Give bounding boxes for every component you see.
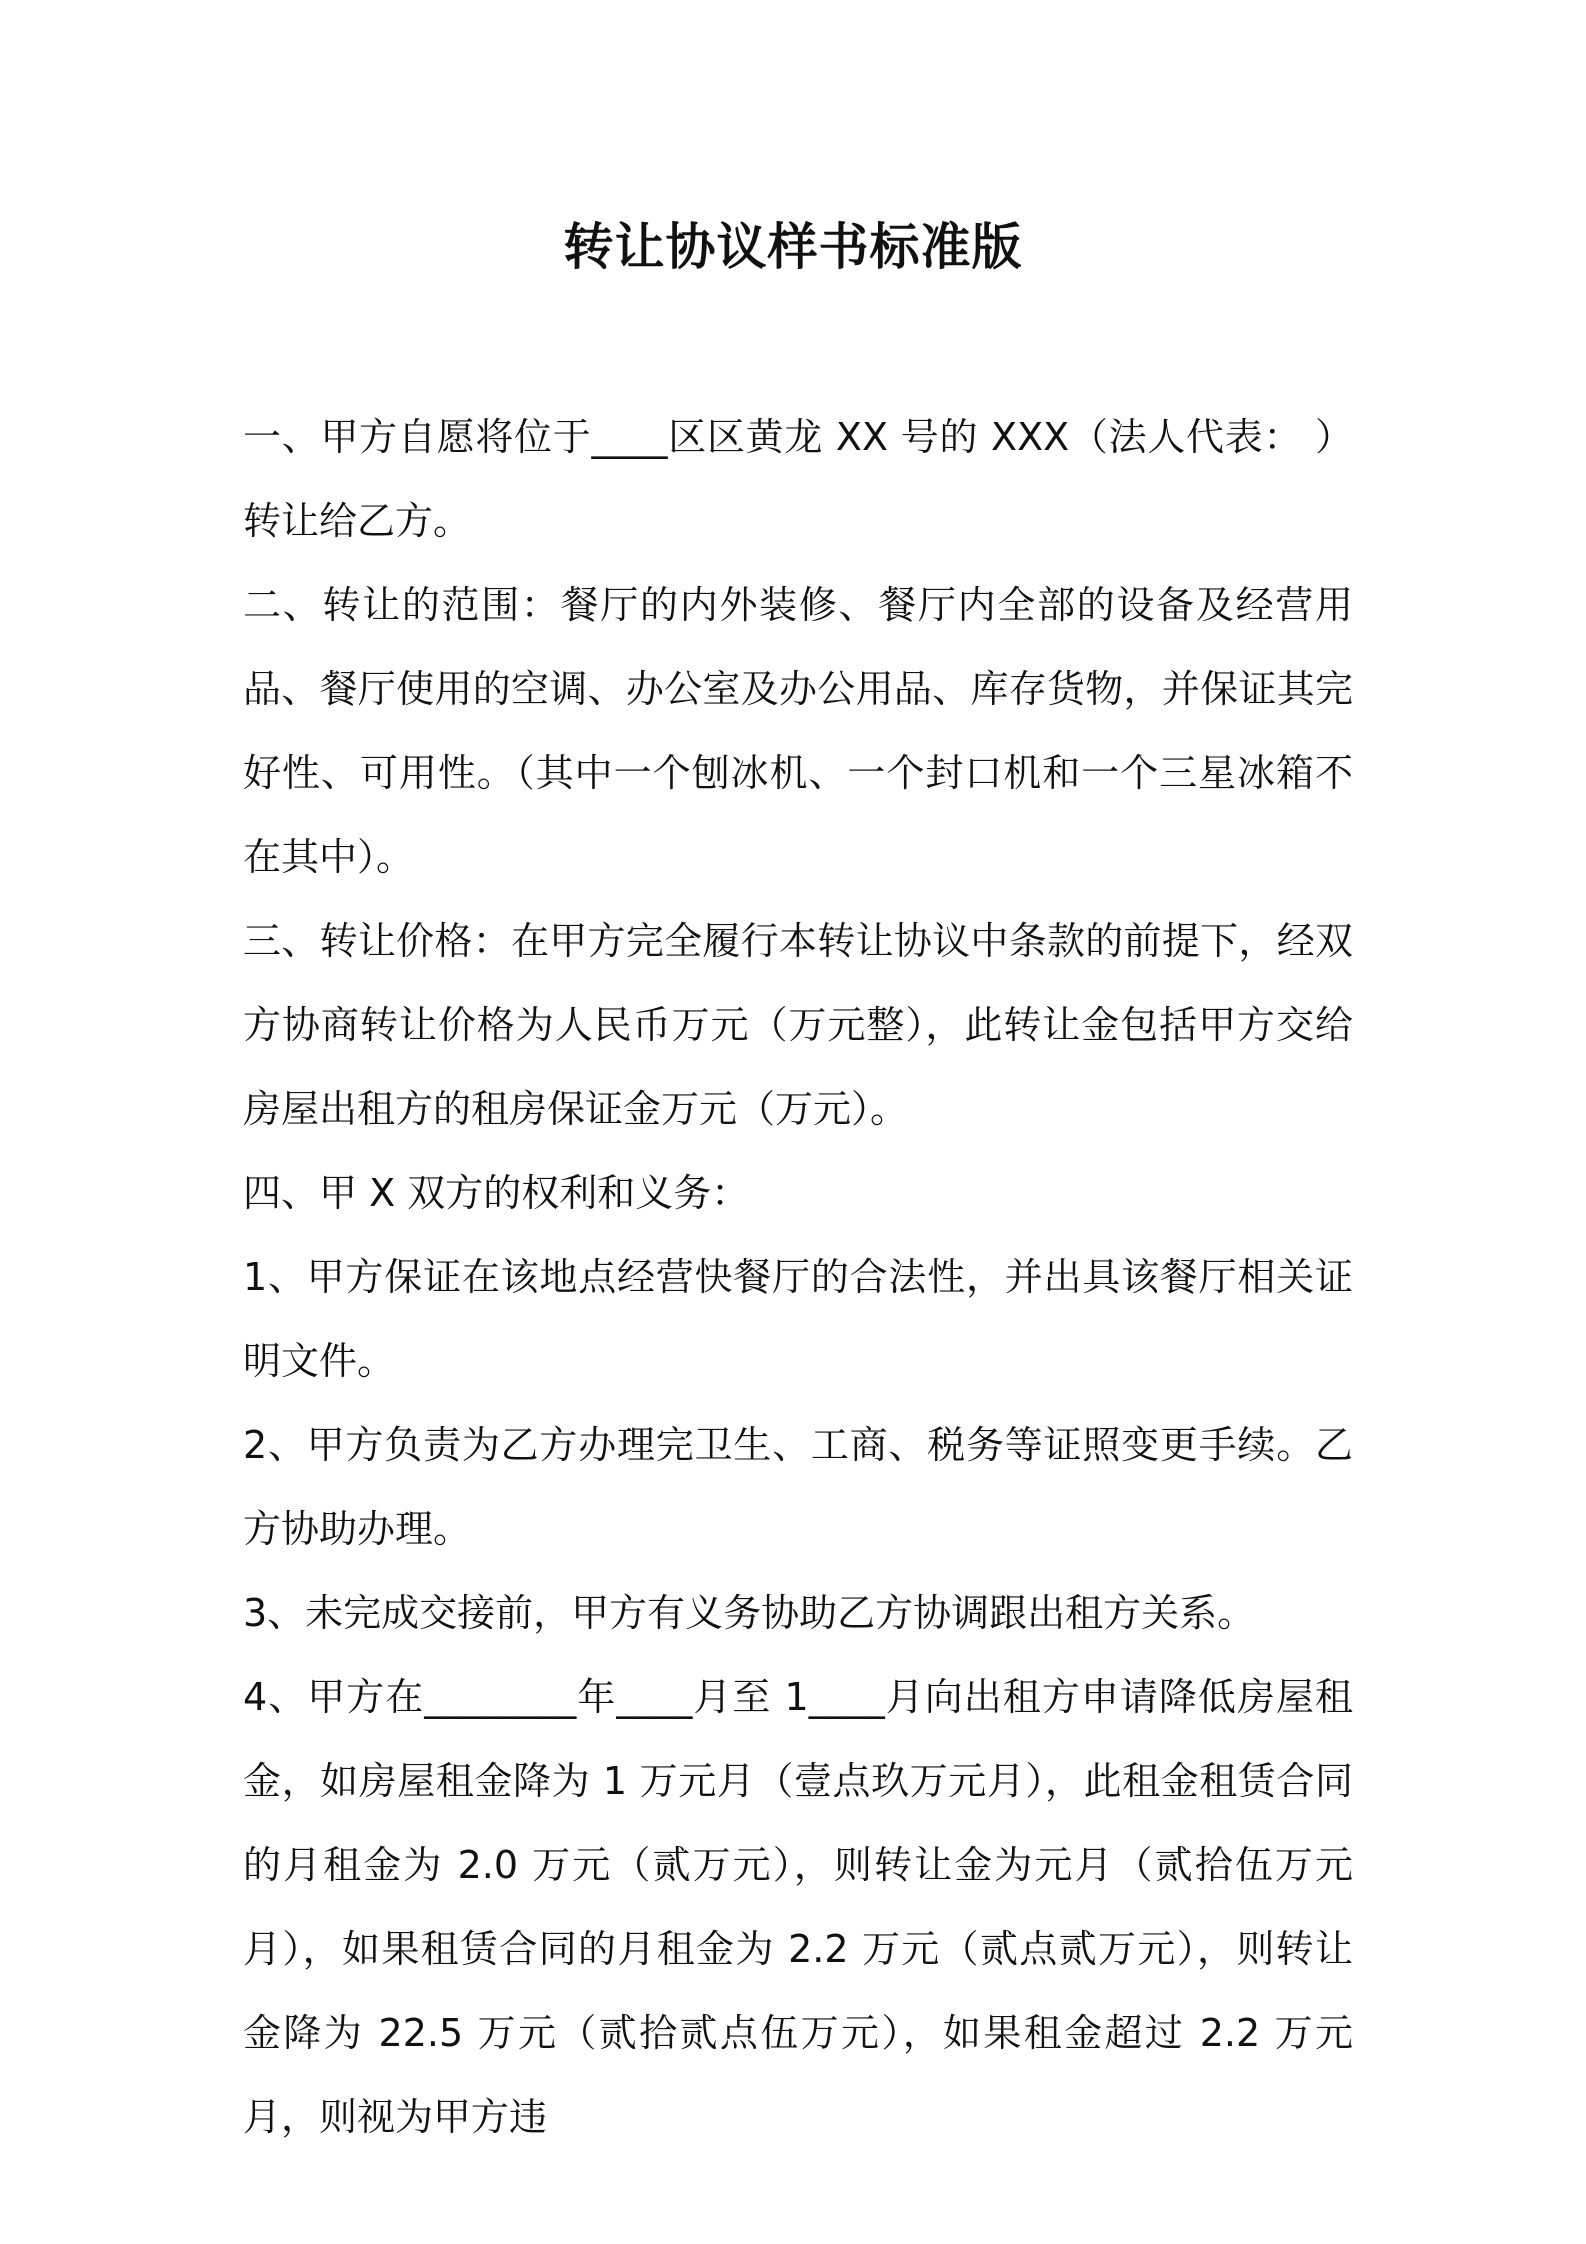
clause-3-transfer-price: 三、转让价格：在甲方完全履行本转让协议中条款的前提下，经双方协商转让价格为人民币万元（万元整），此转让金包括甲方交给房屋出租方的租房保证金万元（万元）。	[243, 919, 1353, 1131]
clause-4-item-3: 3、未完成交接前，甲方有义务协助乙方协调跟出租方关系。	[243, 1591, 1256, 1635]
document-body	[243, 395, 1353, 2159]
clause-4-item-2: 2、甲方负责为乙方办理完卫生、工商、税务等证照变更手续。乙方协助办理。	[243, 1423, 1353, 1551]
clause-4-item-4: 4、甲方在________年____月至 1____月向出租方申请降低房屋租金，如房屋租金降为 1 万元月（壹点玖万元月），此租金租赁合同的月租金为 2.0 万元（贰万元），则转让金为元月（贰拾伍万元月），如果租赁合同的月租金为 2.2 万元（贰点贰万元），则转让金降为 22.5 万元（贰拾贰点伍万元），如果租金超过 2.2 万元月，则视为甲方违	[243, 1675, 1353, 2139]
clause-4-item-1: 1、甲方保证在该地点经营快餐厅的合法性，并出具该餐厅相关证明文件。	[243, 1255, 1353, 1383]
clause-1-transfer-party: 一、甲方自愿将位于____区区黄龙 XX 号的 XXX（法人代表： ）转让给乙方。	[243, 415, 1353, 543]
clause-4-rights-heading: 四、甲 X 双方的权利和义务：	[243, 1171, 750, 1215]
clause-2-transfer-scope: 二、转让的范围：餐厅的内外装修、餐厅内全部的设备及经营用品、餐厅使用的空调、办公室及办公用品、库存货物，并保证其完好性、可用性。（其中一个刨冰机、一个封口机和一个三星冰箱不在其中）。	[243, 583, 1353, 879]
document-title: 转让协议样书标准版	[563, 218, 1023, 276]
